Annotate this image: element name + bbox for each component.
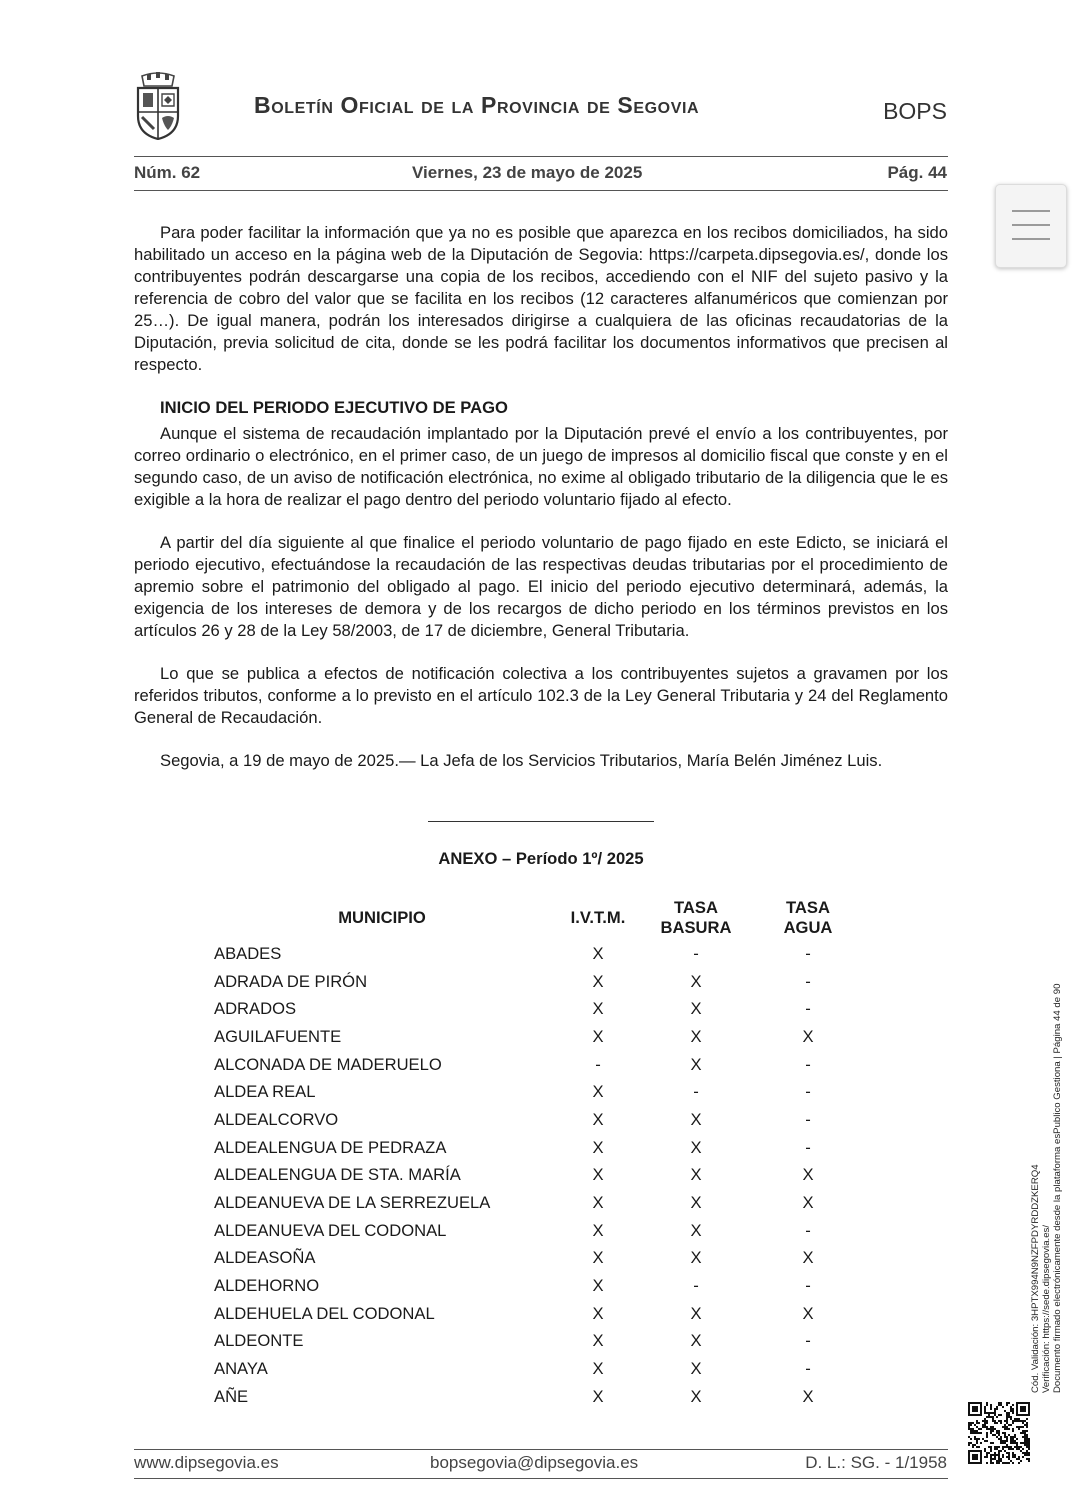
ivtm-cell: X xyxy=(592,1386,604,1406)
tasa-agua-cell: - xyxy=(805,1137,811,1157)
tasa-agua-cell: X xyxy=(802,1303,814,1323)
table-row xyxy=(205,995,861,1023)
table-row xyxy=(205,1300,861,1328)
table-row xyxy=(205,1355,861,1383)
footer-website: www.dipsegovia.es xyxy=(134,1453,279,1472)
ivtm-cell: X xyxy=(592,1276,604,1296)
tasa-agua-cell: X xyxy=(802,1386,814,1406)
tasa-basura-cell: X xyxy=(690,1359,702,1379)
tasa-basura-cell: X xyxy=(690,1220,702,1240)
ivtm-cell: X xyxy=(592,943,604,963)
ivtm-cell: - xyxy=(595,1054,601,1074)
hamburger-menu-button[interactable] xyxy=(995,184,1067,268)
table-row xyxy=(205,1051,861,1079)
ivtm-cell: X xyxy=(592,1137,604,1157)
page-number: Pág. 44 xyxy=(887,163,947,182)
annex-title: ANEXO – Período 1º/ 2025 xyxy=(438,849,644,868)
ivtm-cell: X xyxy=(592,1331,604,1351)
municipio-cell: ALCONADA DE MADERUELO xyxy=(214,1054,442,1074)
ivtm-cell: X xyxy=(592,971,604,991)
column-header-line: BASURA xyxy=(660,918,732,937)
table-row xyxy=(205,1189,861,1217)
municipio-cell: ALDEA REAL xyxy=(214,1082,316,1102)
ivtm-cell: X xyxy=(592,1248,604,1268)
municipio-cell: ALDEANUEVA DEL CODONAL xyxy=(214,1220,447,1240)
coat-of-arms-icon xyxy=(134,72,182,140)
ivtm-cell: X xyxy=(592,1026,604,1046)
tasa-basura-cell: - xyxy=(693,943,699,963)
paragraph-collection-system: Aunque el sistema de recaudación implantado por la Diputación prevé el envío a los contribuyentes, por correo ordinario o electrónico, en el primer caso, de un juego de impresos al domicilio fiscal que conste y en el segundo caso, de un aviso de notificación electrónica, no exime al obligado tributario de la diligencia que le es exigible a la hora de realizar el pago dentro del periodo voluntario fijado al efecto. xyxy=(134,424,948,509)
table-row xyxy=(205,1023,861,1051)
table-row xyxy=(205,1328,861,1356)
tasa-basura-cell: X xyxy=(690,999,702,1019)
tasa-basura-cell: X xyxy=(690,1165,702,1185)
column-header-tasa-basura xyxy=(637,896,755,940)
header-rule-bottom xyxy=(134,190,948,191)
issue-date: Viernes, 23 de mayo de 2025 xyxy=(412,163,643,182)
hamburger-menu-icon xyxy=(1012,238,1050,240)
municipio-cell: ALDEALCORVO xyxy=(214,1109,339,1129)
column-header-ivtm: I.V.T.M. xyxy=(570,908,626,927)
table-row xyxy=(205,940,861,968)
municipio-cell: ABADES xyxy=(214,943,282,963)
ivtm-cell: X xyxy=(592,1220,604,1240)
section-heading: INICIO DEL PERIODO EJECUTIVO DE PAGO xyxy=(160,398,508,417)
tasa-agua-cell: X xyxy=(802,1026,814,1046)
tasa-agua-cell: - xyxy=(805,1359,811,1379)
header-rule-top xyxy=(134,156,948,157)
tasa-agua-cell: - xyxy=(805,1054,811,1074)
hamburger-menu-icon xyxy=(1012,210,1050,212)
municipio-cell: ALDEHORNO xyxy=(214,1276,320,1296)
municipio-cell: ALDEONTE xyxy=(214,1331,304,1351)
validation-code: Cód. Validación: 3HPTX994N9NZFPDYRDDZKERQ4 xyxy=(1030,1164,1041,1393)
document-body xyxy=(134,222,948,793)
tasa-basura-cell: X xyxy=(690,1054,702,1074)
table-row xyxy=(205,1106,861,1134)
signature-line: Segovia, a 19 de mayo de 2025.— La Jefa de los Servicios Tributarios, María Belén Jiménez Luis. xyxy=(160,751,883,770)
column-header-municipio: MUNICIPIO xyxy=(338,908,426,927)
table-row xyxy=(205,1383,861,1411)
footer-legal-deposit: D. L.: SG. - 1/1958 xyxy=(805,1453,947,1472)
tasa-basura-cell: X xyxy=(690,971,702,991)
municipio-cell: ALDEANUEVA DE LA SERREZUELA xyxy=(214,1193,491,1213)
municipio-cell: ALDEALENGUA DE STA. MARÍA xyxy=(214,1165,461,1185)
separator-rule xyxy=(428,821,654,822)
qr-code-icon xyxy=(968,1402,1030,1464)
issue-number: Núm. 62 xyxy=(134,163,201,182)
municipio-cell: ALDEALENGUA DE PEDRAZA xyxy=(214,1137,447,1157)
verification-url: Verificación: https://sede.dipsegovia.es/ xyxy=(1041,1225,1052,1393)
municipio-cell: ADRADOS xyxy=(214,999,297,1019)
footer-email: bopsegovia@dipsegovia.es xyxy=(430,1453,639,1472)
municipio-cell: AÑE xyxy=(214,1386,249,1406)
bulletin-acronym: BOPS xyxy=(883,98,947,124)
municipio-cell: ANAYA xyxy=(214,1359,268,1379)
signature-notice: Documento firmado electrónicamente desde la plataforma esPublico Gestiona | Página 44 de 90 xyxy=(1052,983,1063,1393)
municipio-cell: ADRADA DE PIRÓN xyxy=(214,971,368,991)
tasa-agua-cell: X xyxy=(802,1165,814,1185)
paragraph-collective-notification: Lo que se publica a efectos de notificación colectiva a los contribuyentes sujetos a gravamen por los referidos tributos, conforme a lo previsto en el artículo 102.3 de la Ley General Tributaria y 24 del Reglamento General de Recaudación. xyxy=(134,664,948,727)
tasa-basura-cell: X xyxy=(690,1248,702,1268)
paragraph-executive-period: A partir del día siguiente al que finalice el periodo voluntario de pago fijado en este Edicto, se iniciará el periodo ejecutivo, efectuándose la recaudación de las respectivas deudas tributarias por el procedimiento de apremio sobre el patrimonio del obligado al pago. El inicio del periodo ejecutivo determinará, además, la exigencia de los intereses de demora y de los recargos de dicho periodo en los términos previstos en los artículos 26 y 28 de la Ley 58/2003, de 17 de diciembre, General Tributaria. xyxy=(134,533,948,640)
tasa-agua-cell: - xyxy=(805,1276,811,1296)
municipio-cell: AGUILAFUENTE xyxy=(214,1026,342,1046)
municipio-cell: ALDEASOÑA xyxy=(214,1248,316,1268)
ivtm-cell: X xyxy=(592,999,604,1019)
tasa-agua-cell: - xyxy=(805,1109,811,1129)
table-header-row xyxy=(205,896,861,940)
footer-rule-top xyxy=(134,1449,948,1450)
tasa-agua-cell: - xyxy=(805,943,811,963)
tasa-basura-cell: - xyxy=(693,1082,699,1102)
table-row xyxy=(205,1078,861,1106)
ivtm-cell: X xyxy=(592,1082,604,1102)
tasa-basura-cell: X xyxy=(690,1193,702,1213)
municipality-table xyxy=(205,896,861,1411)
tasa-basura-cell: X xyxy=(690,1109,702,1129)
paragraph-info-access: Para poder facilitar la información que ya no es posible que aparezca en los recibos domiciliados, ha sido habilitado un acceso en la página web de la Diputación de Segovia: https://carpeta.dipsegovia.es/, donde los contribuyentes podrán descargarse una copia de los recibos, accediendo con el NIF del sujeto pasivo y la referencia de cobro del valor que se facilita en los recibos (12 caracteres alfanuméricos que comienzan por 25…). De igual manera, podrán los interesados dirigirse a cualquiera de las oficinas recaudatorias de la Diputación, previa solicitud de cita, donde se les podrá facilitar los documentos informativos que precisen al respecto. xyxy=(134,223,948,374)
column-header-line: TASA xyxy=(674,898,718,917)
verification-text xyxy=(1030,984,1063,1393)
tasa-agua-cell: X xyxy=(802,1193,814,1213)
tasa-agua-cell: X xyxy=(802,1248,814,1268)
ivtm-cell: X xyxy=(592,1359,604,1379)
footer-rule-bottom xyxy=(134,1478,948,1479)
tasa-basura-cell: X xyxy=(690,1386,702,1406)
tasa-basura-cell: X xyxy=(690,1303,702,1323)
table-row xyxy=(205,1217,861,1245)
tasa-agua-cell: - xyxy=(805,1220,811,1240)
tasa-basura-cell: X xyxy=(690,1026,702,1046)
ivtm-cell: X xyxy=(592,1165,604,1185)
table-row xyxy=(205,1162,861,1190)
table-row xyxy=(205,1272,861,1300)
ivtm-cell: X xyxy=(592,1303,604,1323)
municipio-cell: ALDEHUELA DEL CODONAL xyxy=(214,1303,435,1323)
tasa-basura-cell: X xyxy=(690,1137,702,1157)
tasa-agua-cell: - xyxy=(805,1082,811,1102)
hamburger-menu-icon xyxy=(1012,224,1050,226)
column-header-line: AGUA xyxy=(783,918,833,937)
bulletin-title: Boletín Oficial de la Provincia de Segovia xyxy=(254,92,700,118)
tasa-agua-cell: - xyxy=(805,971,811,991)
table-body xyxy=(205,940,861,1411)
table-row xyxy=(205,1134,861,1162)
tasa-agua-cell: - xyxy=(805,1331,811,1351)
column-header-line: TASA xyxy=(786,898,830,917)
table-row xyxy=(205,968,861,996)
tasa-basura-cell: X xyxy=(690,1331,702,1351)
ivtm-cell: X xyxy=(592,1193,604,1213)
tasa-agua-cell: - xyxy=(805,999,811,1019)
tasa-basura-cell: - xyxy=(693,1276,699,1296)
ivtm-cell: X xyxy=(592,1109,604,1129)
column-header-tasa-agua xyxy=(755,896,861,940)
table-row xyxy=(205,1245,861,1273)
